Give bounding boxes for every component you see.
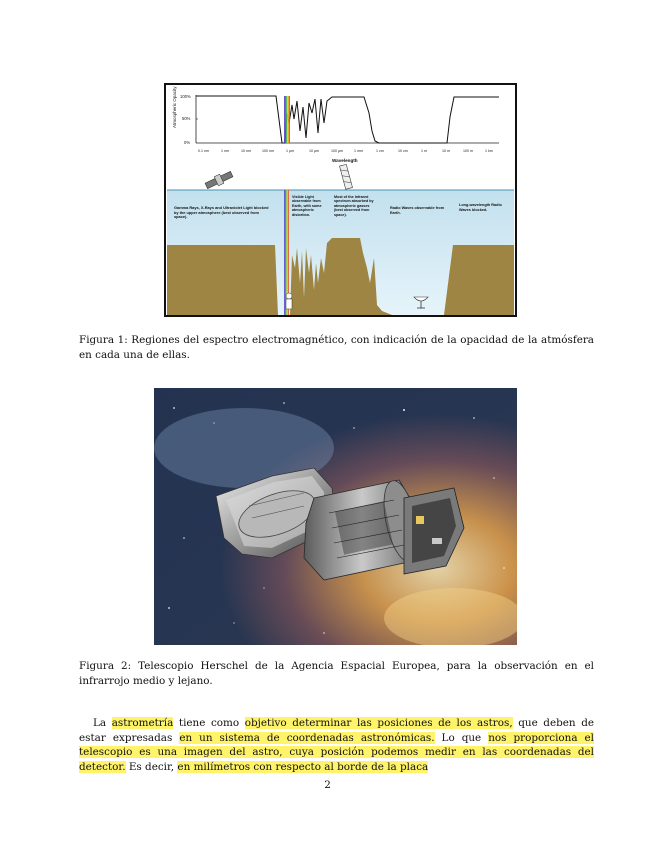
para-text-3: que deben de estar expresadas bbox=[79, 717, 594, 744]
xaxis-label: Wavelength bbox=[332, 158, 358, 163]
xtick-2: 10 nm bbox=[241, 149, 251, 153]
xtick-11: 10 m bbox=[442, 149, 450, 153]
label-visible-light: Visible Light observable from Earth, with some atmospheric distortion. bbox=[292, 195, 322, 217]
figure2-caption-text: Telescopio Herschel de la Agencia Espacial Europea, para la observación en el infrarrojo medio y lejano. bbox=[79, 660, 595, 687]
figure-herschel-telescope bbox=[154, 388, 517, 645]
xtick-13: 1 km bbox=[485, 149, 493, 153]
figure2-caption-label: Figura 2: bbox=[79, 660, 132, 672]
ytick-100: 100% bbox=[180, 94, 191, 99]
xtick-1: 1 nm bbox=[221, 149, 229, 153]
label-radio-waves: Radio Waves observable from Earth. bbox=[390, 206, 445, 215]
xtick-0: 0.1 nm bbox=[198, 149, 209, 153]
xtick-4: 1 μm bbox=[286, 149, 295, 153]
xtick-6: 100 μm bbox=[331, 149, 344, 153]
figure-atmospheric-opacity bbox=[164, 83, 517, 317]
para-text-5: Es decir, bbox=[125, 760, 178, 773]
label-infrared: Most of the Infrared spectrum absorbed by atmospheric gasses (best observed from space). bbox=[334, 195, 374, 217]
ground-profile bbox=[167, 238, 514, 315]
ytick-50: 50% bbox=[182, 116, 191, 121]
para-text-1: La bbox=[93, 717, 112, 729]
para-text-2: tiene como bbox=[173, 717, 245, 729]
label-gamma-xray-uv: Gamma Rays, X-Rays and Ultraviolet Light blocked by the upper atmosphere (best observed from space). bbox=[174, 206, 269, 220]
figure1-caption-label: Figura 1: bbox=[79, 334, 128, 346]
para-highlight-4: nos proporciona el telescopio es una imagen del astro, cuya posición podemos medir en las coordenadas del detector. bbox=[79, 731, 595, 773]
para-highlight-3: en un sistema de coordenadas astronómicas. bbox=[179, 731, 435, 744]
figure1-caption-text: Regiones del espectro electromagnético, con indicación de la opacidad de la atmósfera en cada una de ellas. bbox=[79, 334, 595, 361]
xtick-7: 1 mm bbox=[354, 149, 363, 153]
xtick-8: 1 cm bbox=[376, 149, 384, 153]
xtick-10: 1 m bbox=[421, 149, 427, 153]
yaxis-label: Atmospheric Opacity bbox=[172, 86, 177, 128]
para-highlight-2: objetivo determinar las posiciones de los astros, bbox=[244, 717, 513, 729]
para-highlight-1: astrometría bbox=[111, 717, 174, 729]
body-paragraph bbox=[79, 716, 594, 774]
ytick-0: 0% bbox=[184, 140, 191, 145]
xtick-12: 100 m bbox=[463, 149, 473, 153]
figure1-caption bbox=[79, 333, 594, 363]
page-number: 2 bbox=[324, 779, 331, 791]
label-long-radio: Long-wavelength Radio Waves blocked. bbox=[459, 203, 502, 212]
figure2-caption bbox=[79, 659, 594, 689]
xtick-9: 10 cm bbox=[398, 149, 408, 153]
xtick-5: 10 μm bbox=[309, 149, 320, 153]
para-highlight-5: en milímetros con respecto al borde de la placa bbox=[177, 760, 429, 773]
para-text-4: Lo que bbox=[434, 731, 489, 744]
xtick-3: 100 nm bbox=[262, 149, 274, 153]
observer-icon bbox=[286, 293, 292, 309]
